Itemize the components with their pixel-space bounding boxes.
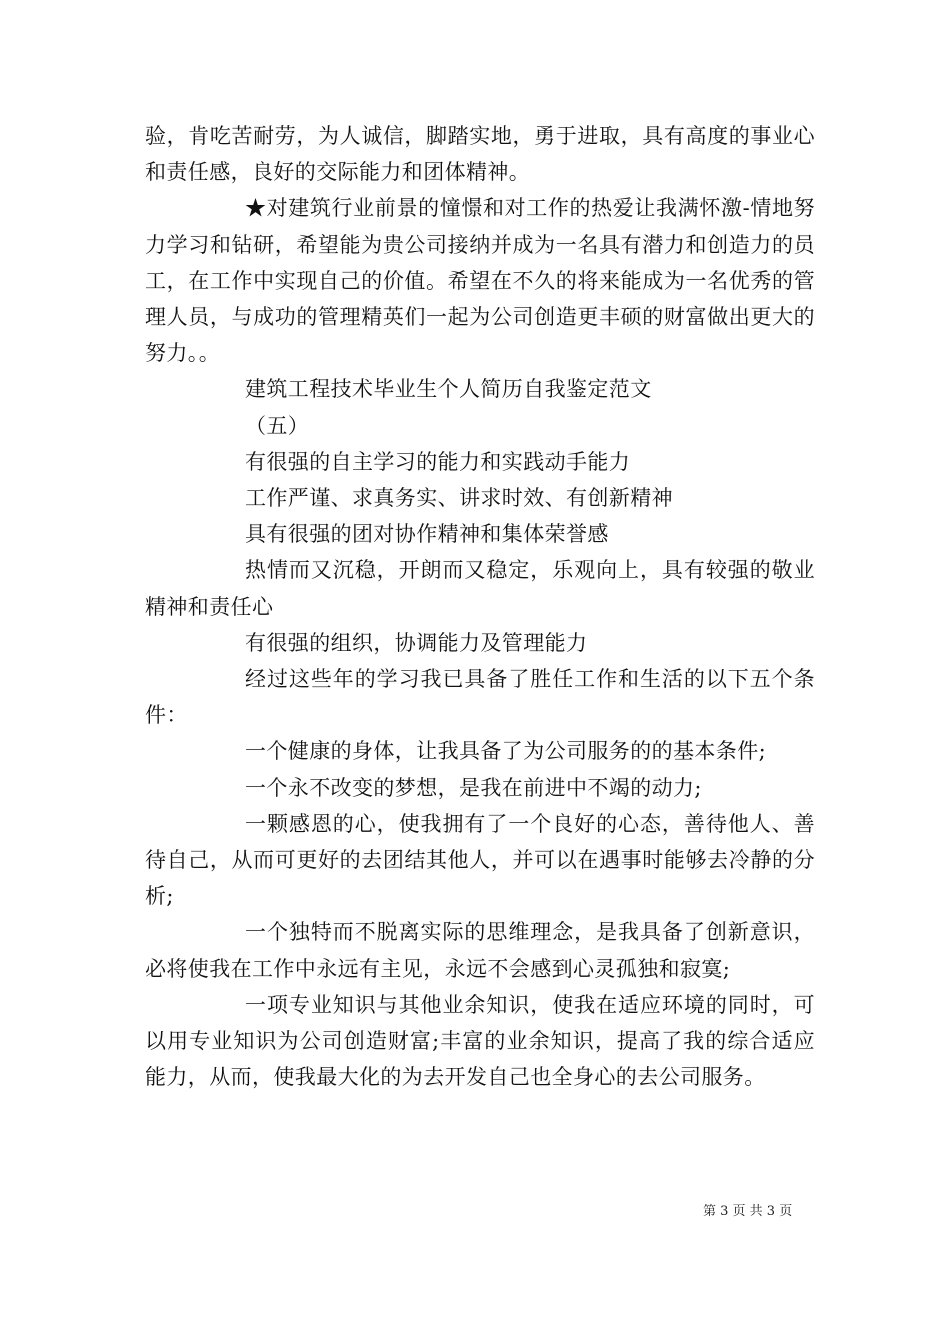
condition-item: 一个独特而不脱离实际的思维理念，是我具备了创新意识，必将使我在工作中永远有主见，永远不会感到心灵孤独和寂寞; xyxy=(145,920,815,981)
condition-item: 一项专业知识与其他业余知识，使我在适应环境的同时，可以用专业知识为公司创造财富;丰富的业余知识，提高了我的综合适应能力，从而，使我最大化的为去开发自己也全身心的去公司服务。 xyxy=(145,992,815,1090)
page-footer xyxy=(703,1203,792,1221)
page-number: 第 3 页 共 3 页 xyxy=(703,1204,793,1219)
condition-item: 一颗感恩的心，使我拥有了一个良好的心态，善待他人、善待自己，从而可更好的去团结其他人，并可以在遇事时能够去冷静的分析; xyxy=(145,811,815,909)
list-item: 有很强的自主学习的能力和实践动手能力 xyxy=(245,449,631,474)
paragraph-career-goal: ★对建筑行业前景的憧憬和对工作的热爱让我满怀激-情地努力学习和钻研，希望能为贵公司接纳并成为一名具有潜力和创造力的员工，在工作中实现自己的价值。希望在不久的将来能成为一名优秀的管理人员，与成功的管理精英们一起为公司创造更丰硕的财富做出更大的努力。。 xyxy=(145,196,815,366)
condition-item: 一个健康的身体，让我具备了为公司服务的的基本条件; xyxy=(245,739,767,764)
list-item: 有很强的组织，协调能力及管理能力 xyxy=(245,630,588,655)
document-body xyxy=(145,118,815,1095)
section-number: （五） xyxy=(245,413,310,438)
conditions-intro: 经过这些年的学习我已具备了胜任工作和生活的以下五个条件： xyxy=(145,667,815,728)
condition-item: 一个永不改变的梦想，是我在前进中不竭的动力; xyxy=(245,775,702,800)
section-heading: 建筑工程技术毕业生个人简历自我鉴定范文 xyxy=(245,377,652,402)
list-item: 热情而又沉稳，开朗而又稳定，乐观向上，具有较强的敬业精神和责任心 xyxy=(145,558,815,619)
list-item: 工作严谨、求真务实、讲求时效、有创新精神 xyxy=(245,486,673,511)
list-item: 具有很强的团对协作精神和集体荣誉感 xyxy=(245,522,609,547)
paragraph-continuation: 验，肯吃苦耐劳，为人诚信，脚踏实地，勇于进取，具有高度的事业心和责任感，良好的交际能力和团体精神。 xyxy=(145,124,815,185)
